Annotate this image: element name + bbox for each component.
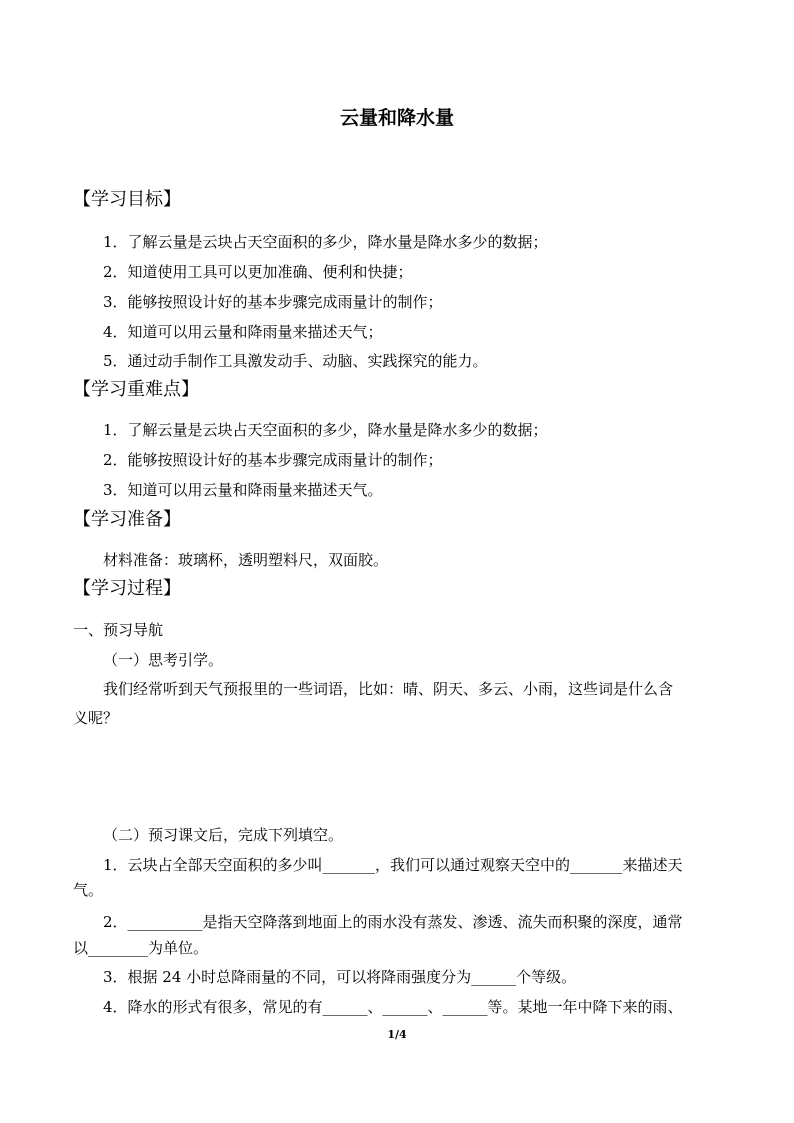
objectives-heading: 【学习目标】 — [73, 189, 181, 210]
key-points-heading: 【学习重难点】 — [73, 379, 199, 400]
preparation-heading: 【学习准备】 — [73, 509, 181, 530]
objective-item: 3．能够按照设计好的基本步骤完成雨量计的制作； — [103, 293, 443, 311]
sub1-heading: （一）思考引学。 — [103, 651, 224, 669]
sub1-text: 我们经常听到天气预报里的一些词语，比如：晴、阴天、多云、小雨，这些词是什么含 — [103, 680, 674, 698]
question-4: 4．降水的形式有很多，常见的有______、______、______等。某地一年中降下来的雨、 — [103, 998, 683, 1016]
objective-item: 5．通过动手制作工具激发动手、动脑、实践探究的能力。 — [103, 352, 488, 370]
question-2: 以________为单位。 — [73, 939, 209, 957]
part1-heading: 一、预习导航 — [73, 621, 164, 639]
objective-item: 1．了解云量是云块占天空面积的多少，降水量是降水多少的数据； — [103, 233, 548, 251]
objective-item: 4．知道可以用云量和降雨量来描述天气； — [103, 323, 383, 341]
question-1: 气。 — [73, 881, 104, 899]
question-1: 1．云块占全部天空面积的多少叫_______，我们可以通过观察天空中的_______来描述天 — [103, 856, 683, 874]
key-point-item: 3．知道可以用云量和降雨量来描述天气。 — [103, 481, 383, 499]
question-2: 2．__________是指天空降落到地面上的雨水没有蒸发、渗透、流失而积聚的深度，通常 — [103, 913, 683, 931]
preparation-text: 材料准备：玻璃杯，透明塑料尺，双面胶。 — [103, 551, 389, 569]
objective-item: 2．知道使用工具可以更加准确、便利和快捷； — [103, 263, 413, 281]
question-3: 3．根据 24 小时总降雨量的不同，可以将降雨强度分为______个等级。 — [103, 968, 577, 986]
sub1-text: 义呢？ — [73, 709, 119, 727]
sub2-heading: （二）预习课文后，完成下列填空。 — [103, 826, 344, 844]
page-title: 云量和降水量 — [339, 107, 454, 129]
key-point-item: 1．了解云量是云块占天空面积的多少，降水量是降水多少的数据； — [103, 421, 548, 439]
key-point-item: 2．能够按照设计好的基本步骤完成雨量计的制作； — [103, 451, 443, 469]
process-heading: 【学习过程】 — [73, 578, 181, 599]
page-number: 1/4 — [387, 1028, 407, 1041]
